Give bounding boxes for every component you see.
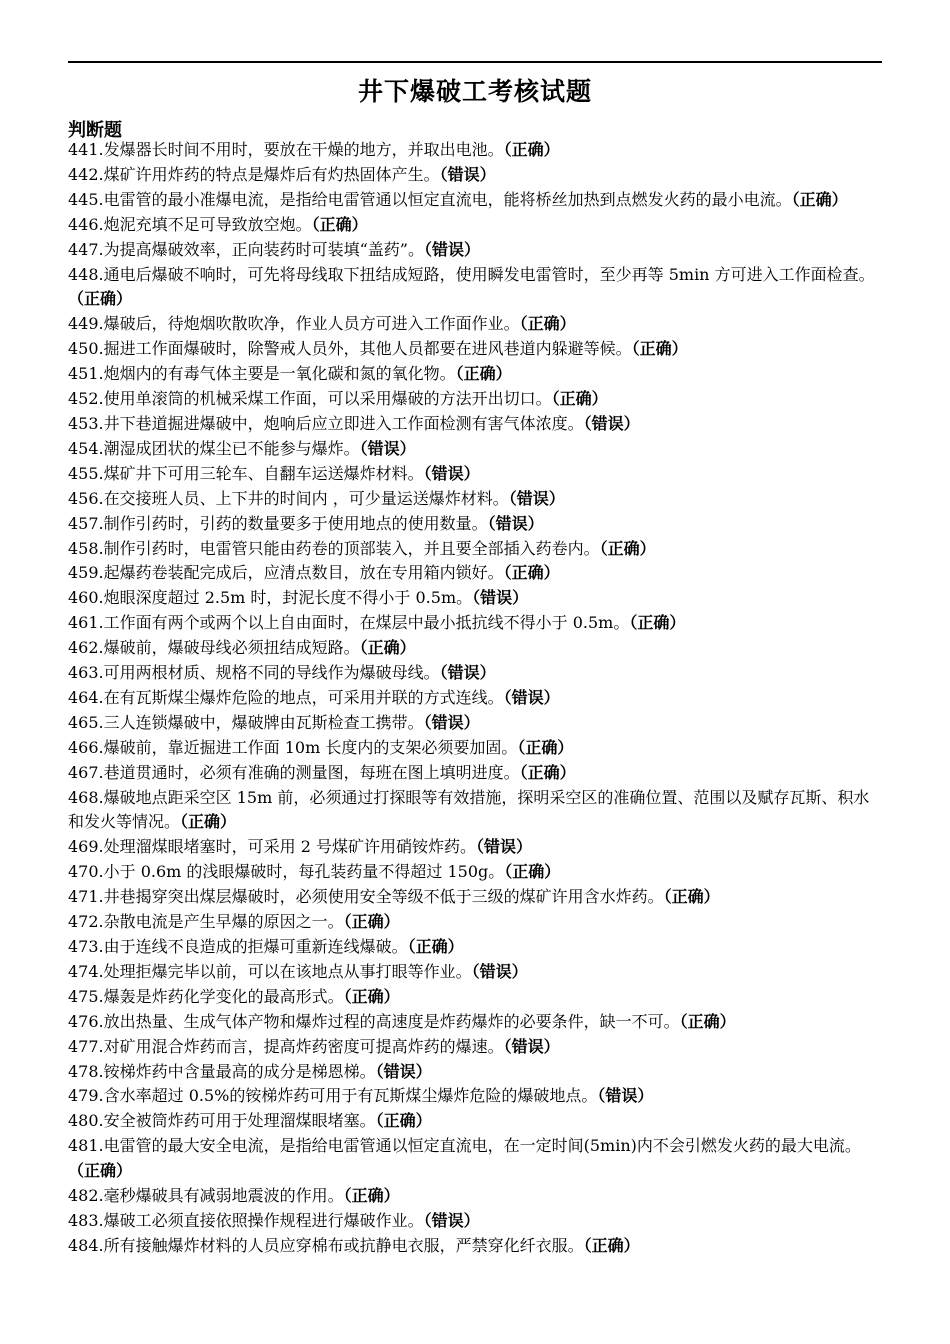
question-item: [68, 761, 884, 786]
question-text: 所有接触爆炸材料的人员应穿棉布或抗静电衣服，严禁穿化纤衣服。: [103, 1235, 584, 1255]
question-text: 井下巷道掘进爆破中，炮响后应立即进入工作面检测有害气体浓度。: [103, 413, 584, 433]
question-answer: （错误）: [472, 588, 529, 608]
question-answer: （错误）: [597, 1086, 654, 1106]
question-item: [68, 512, 884, 537]
question-number: 459.: [68, 563, 104, 583]
question-item: [68, 736, 884, 761]
question-answer: （正确）: [517, 737, 574, 757]
question-text: 巷道贯通时，必须有准确的测量图，每班在图上填明进度。: [103, 762, 520, 782]
question-item: [68, 1184, 884, 1209]
question-text: 井巷揭穿突出煤层爆破时，必须使用安全等级不低于三级的煤矿许用含水炸药。: [103, 887, 664, 907]
question-answer: （正确）: [343, 912, 400, 932]
question-text: 可用两根材质、规格不同的导线作为爆破母线。: [103, 663, 440, 683]
question-text: 由于连线不良造成的拒爆可重新连线爆破。: [103, 937, 408, 956]
question-text: 潮湿成团状的煤尘已不能参与爆炸。: [103, 438, 360, 458]
question-text: 处理溜煤眼堵塞时，可采用 2 号煤矿许用硝铵炸药。: [103, 837, 476, 857]
question-answer: （正确）: [68, 289, 133, 309]
question-item: [68, 337, 884, 362]
question-number: 467.: [68, 762, 104, 782]
question-item: [68, 537, 884, 562]
question-text: 杂散电流是产生早爆的原因之一。: [103, 912, 344, 932]
question-answer: （正确）: [583, 1235, 640, 1255]
question-number: 465.: [68, 712, 104, 732]
question-item: [68, 263, 884, 313]
question-number: 471.: [68, 887, 104, 907]
question-answer: （正确）: [343, 986, 400, 1006]
question-text: 爆破地点距采空区 15m 前，必须通过打探眼等有效措施，探明采空区的准确位置、范围以及赋存瓦斯、积水和发火等情况。: [68, 787, 870, 832]
question-item: [68, 860, 884, 885]
question-item: [68, 1060, 884, 1085]
question-number: 452.: [68, 389, 104, 409]
question-item: [68, 412, 884, 437]
question-number: 479.: [68, 1086, 104, 1106]
question-answer: （正确）: [679, 1011, 736, 1031]
question-answer: （正确）: [599, 538, 656, 558]
question-text: 制作引药时，引药的数量要多于使用地点的使用数量。: [103, 513, 488, 533]
question-answer: （正确）: [455, 364, 512, 384]
question-item: [68, 661, 884, 686]
question-answer: （正确）: [503, 140, 560, 159]
question-text: 工作面有两个或两个以上自由面时，在煤层中最小抵抗线不得小于 0.5m。: [103, 613, 630, 633]
question-answer: （正确）: [551, 389, 608, 409]
question-number: 469.: [68, 837, 104, 857]
question-answer: （错误）: [487, 513, 544, 533]
question-number: 475.: [68, 986, 104, 1006]
question-answer: （错误）: [424, 239, 481, 259]
question-item: [68, 711, 884, 736]
question-item: [68, 1084, 884, 1109]
question-item: [68, 910, 884, 935]
question-text: 炮烟内的有毒气体主要是一氧化碳和氮的氧化物。: [103, 364, 456, 384]
question-item: [68, 636, 884, 661]
question-number: 450.: [68, 339, 104, 359]
question-item: [68, 611, 884, 636]
question-text: 起爆药卷装配完成后，应清点数目，放在专用箱内锁好。: [103, 563, 504, 583]
question-number: 457.: [68, 513, 104, 533]
question-number: 453.: [68, 413, 104, 433]
question-answer: （错误）: [503, 1036, 560, 1056]
question-item: [68, 163, 884, 188]
document-title: 井下爆破工考核试题: [357, 77, 592, 106]
question-number: 451.: [68, 364, 104, 384]
question-item: [68, 1209, 884, 1234]
question-number: 480.: [68, 1111, 104, 1131]
question-text: 安全被筒炸药可用于处理溜煤眼堵塞。: [103, 1111, 376, 1131]
question-number: 482.: [68, 1186, 104, 1206]
question-item: [68, 487, 884, 512]
question-answer: （正确）: [519, 762, 576, 782]
question-text: 处理拒爆完毕以前，可以在该地点从事打眼等作业。: [103, 961, 472, 981]
question-text: 煤矿井下可用三轮车、自翻车运送爆炸材料。: [103, 463, 424, 483]
question-text: 发爆器长时间不用时，要放在干燥的地方，并取出电池。: [103, 140, 504, 159]
question-answer: （错误）: [423, 712, 480, 732]
question-text: 爆破前，靠近掘进工作面 10m 长度内的支架必须要加固。: [103, 737, 518, 757]
question-text: 通电后爆破不响时，可先将母线取下扭结成短路，使用瞬发电雷管时，至少再等 5min 方可进入工作面检查。: [103, 264, 875, 284]
question-item: [68, 362, 884, 387]
question-number: 477.: [68, 1036, 104, 1056]
question-number: 462.: [68, 638, 104, 658]
question-item: [68, 238, 884, 263]
question-answer: （正确）: [68, 1161, 133, 1181]
question-answer: （正确）: [663, 887, 720, 907]
question-number: 454.: [68, 438, 104, 458]
question-text: 制作引药时，电雷管只能由药卷的顶部装入，并且要全部插入药卷内。: [103, 538, 600, 558]
question-text: 爆破后，待炮烟吹散吹净，作业人员方可进入工作面作业。: [103, 314, 520, 334]
question-text: 使用单滚筒的机械采煤工作面，可以采用爆破的方法开出切口。: [103, 389, 552, 409]
question-number: 483.: [68, 1210, 104, 1230]
question-text: 在交接班人员、上下井的时间内 ，可少量运送爆炸材料。: [103, 488, 509, 508]
question-text: 电雷管的最大安全电流，是指给电雷管通以恒定直流电，在一定时间(5min)内不会引燃发火药的最大电流。: [103, 1136, 861, 1156]
question-number: 466.: [68, 737, 104, 757]
question-answer: （正确）: [504, 862, 561, 882]
question-item: [68, 1109, 884, 1134]
question-item: [68, 462, 884, 487]
question-item: [68, 786, 884, 836]
question-item: [68, 960, 884, 985]
question-number: 470.: [68, 862, 104, 882]
question-item: [68, 885, 884, 910]
question-list: [68, 138, 884, 1259]
question-answer: （错误）: [439, 164, 496, 184]
question-answer: （正确）: [503, 563, 560, 583]
question-answer: （错误）: [471, 961, 528, 981]
question-text: 炮泥充填不足可导致放空炮。: [103, 214, 312, 234]
question-text: 炮眼深度超过 2.5m 时，封泥长度不得小于 0.5m。: [103, 588, 473, 608]
question-answer: （正确）: [359, 638, 416, 658]
question-text: 对矿用混合炸药而言，提高炸药密度可提高炸药的爆速。: [103, 1036, 504, 1056]
question-item: [68, 835, 884, 860]
question-answer: （错误）: [439, 663, 496, 683]
question-text: 爆破前，爆破母线必须扭结成短路。: [103, 638, 360, 658]
question-number: 472.: [68, 912, 104, 932]
question-number: 468.: [68, 787, 104, 807]
question-item: [68, 138, 884, 163]
question-text: 掘进工作面爆破时，除警戒人员外，其他人员都要在进风巷道内躲避等候。: [103, 339, 632, 359]
question-text: 爆轰是炸药化学变化的最高形式。: [103, 986, 344, 1006]
question-text: 煤矿许用炸药的特点是爆炸后有灼热固体产生。: [103, 164, 440, 184]
question-number: 460.: [68, 588, 104, 608]
question-item: [68, 1010, 884, 1035]
section-heading: 判断题: [68, 120, 122, 141]
question-item: [68, 686, 884, 711]
question-number: 456.: [68, 488, 104, 508]
question-item: [68, 312, 884, 337]
question-answer: （错误）: [423, 463, 480, 483]
question-text: 铵梯炸药中含量最高的成分是梯恩梯。: [103, 1061, 376, 1081]
question-number: 474.: [68, 961, 104, 981]
question-number: 446.: [68, 214, 104, 234]
question-text: 三人连锁爆破中，爆破牌由瓦斯检查工携带。: [103, 712, 424, 732]
question-item: [68, 1134, 884, 1184]
question-answer: （正确）: [791, 189, 848, 209]
question-number: 448.: [68, 264, 104, 284]
question-number: 481.: [68, 1136, 104, 1156]
question-number: 442.: [68, 164, 104, 184]
question-text: 毫秒爆破具有减弱地震波的作用。: [103, 1186, 344, 1206]
question-number: 478.: [68, 1061, 104, 1081]
question-text: 电雷管的最小准爆电流，是指给电雷管通以恒定直流电，能将桥丝加热到点燃发火药的最小电流。: [103, 189, 792, 209]
question-number: 476.: [68, 1011, 104, 1031]
question-item: [68, 586, 884, 611]
question-answer: （正确）: [631, 339, 688, 359]
question-number: 445.: [68, 189, 104, 209]
question-number: 464.: [68, 687, 104, 707]
question-text: 放出热量、生成气体产物和爆炸过程的高速度是炸药爆炸的必要条件，缺一不可。: [103, 1011, 680, 1031]
question-number: 463.: [68, 663, 104, 683]
question-number: 484.: [68, 1235, 104, 1255]
question-number: 449.: [68, 314, 104, 334]
question-number: 458.: [68, 538, 104, 558]
question-number: 461.: [68, 613, 104, 633]
question-answer: （正确）: [375, 1111, 432, 1131]
question-item: [68, 387, 884, 412]
question-number: 441.: [68, 140, 104, 159]
question-text: 含水率超过 0.5%的铵梯炸药可用于有瓦斯煤尘爆炸危险的爆破地点。: [103, 1086, 598, 1106]
question-answer: （正确）: [407, 937, 464, 956]
question-number: 455.: [68, 463, 104, 483]
question-number: 473.: [68, 937, 104, 956]
question-answer: （错误）: [423, 1210, 480, 1230]
header-rule: [68, 61, 882, 63]
question-answer: （错误）: [503, 687, 560, 707]
question-answer: （错误）: [375, 1061, 432, 1081]
question-item: [68, 1035, 884, 1060]
question-number: 447.: [68, 239, 104, 259]
question-text: 为提高爆破效率，正向装药时可装填“盖药”。: [103, 239, 424, 259]
question-item: [68, 935, 884, 960]
question-answer: （正确）: [519, 314, 576, 334]
question-item: [68, 1234, 884, 1259]
question-answer: （正确）: [629, 613, 686, 633]
question-item: [68, 561, 884, 586]
question-text: 爆破工必须直接依照操作规程进行爆破作业。: [103, 1210, 424, 1230]
question-answer: （错误）: [475, 837, 532, 857]
question-answer: （正确）: [343, 1186, 400, 1206]
question-item: [68, 213, 884, 238]
question-text: 小于 0.6m 的浅眼爆破时，每孔装药量不得超过 150g。: [103, 862, 505, 882]
question-item: [68, 437, 884, 462]
question-answer: （正确）: [180, 812, 237, 832]
question-answer: （正确）: [311, 214, 368, 234]
question-item: [68, 985, 884, 1010]
question-item: [68, 188, 884, 213]
question-answer: （错误）: [508, 488, 565, 508]
question-answer: （错误）: [583, 413, 640, 433]
question-text: 在有瓦斯煤尘爆炸危险的地点，可采用并联的方式连线。: [103, 687, 504, 707]
question-answer: （错误）: [359, 438, 416, 458]
